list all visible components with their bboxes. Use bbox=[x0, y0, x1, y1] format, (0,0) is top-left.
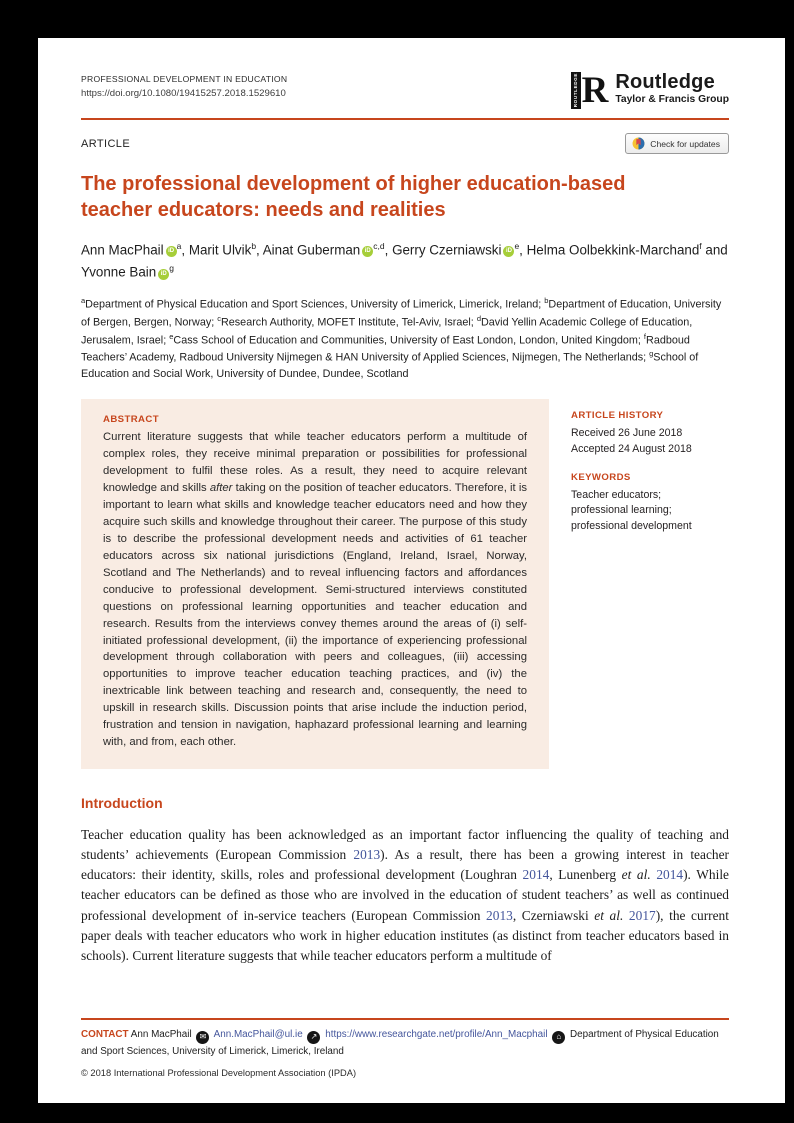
author: Ainat Guberman bbox=[262, 242, 361, 258]
author-list: Ann MacPhail $iD^a$, Marit Ulvik$^b$, Ainat Guberman iD$^{c,d}$, Gerry Czerniawski $iD^e$, Helma Oolbekkink-Marchand$^f$ and Yvonne Bain $iD^g$ bbox=[81, 240, 728, 280]
article-meta-sidebar bbox=[571, 399, 729, 769]
keywords-label: KEYWORDS bbox=[571, 471, 631, 483]
contact-label: CONTACT bbox=[81, 1029, 129, 1040]
check-for-updates-label: Check for updates bbox=[650, 138, 720, 149]
building-icon: ⌂ bbox=[552, 1031, 565, 1044]
copyright-line: © 2018 International Professional Development Association (IPDA) bbox=[81, 1068, 357, 1079]
check-for-updates-button[interactable] bbox=[625, 133, 729, 154]
orcid-icon[interactable]: iD bbox=[503, 246, 514, 257]
footer-divider bbox=[81, 1018, 729, 1020]
doi-link[interactable]: https://doi.org/10.1080/19415257.2018.1529610 bbox=[81, 88, 286, 99]
contact-name: Ann MacPhail bbox=[130, 1029, 192, 1040]
article-type-label: ARTICLE bbox=[81, 137, 131, 150]
abstract-label: ABSTRACT bbox=[103, 414, 159, 426]
article-title: The professional development of higher education-based teacher educators: needs and realities bbox=[81, 173, 626, 222]
abstract-box bbox=[81, 399, 549, 769]
publisher-logo bbox=[571, 72, 729, 109]
introduction-text: Teacher education quality has been acknowledged as an important factor influencing the quality of teaching and students’ achievements (European Commission 2013). As a result, there has been a growing interest in teacher educators: their identity, skills, roles and professional development (Loughran 2014, Lunenberg et al. 2014). While teacher educators can be defined as those who are involved in the education of student teachers’ as well as continued professional development of in-service teachers (European Commission 2013, Czerniawski et al. 2017), the current paper deals with teacher educators who work in higher education institutes (as distinct from teacher educators based in schools). Current literature suggests that while teacher educators perform a multitude of bbox=[81, 827, 729, 963]
journal-info bbox=[81, 74, 287, 99]
email-icon: ✉ bbox=[196, 1031, 209, 1044]
abstract-text: Current literature suggests that while teacher educators perform a multitude of complex roles, they receive minimal preparation or possibilities for professional development to fulfil these roles. As a result, they need to acquire relevant knowledge and skills after taking on the position of teacher educators. Therefore, it is important to learn what skills and knowledge teacher educators need and how they acquire such skills and knowledge throughout their career. The purpose of this study is to describe the professional development needs and activities of 61 teacher educators across six national jurisdictions (England, Ireland, Israel, Norway, Scotland and The Netherlands) and to reveal influencing factors and affordances conducive to professional development. Semi-structured interviews constituted questions on professional learning opportunities and teacher education and research. Results from the interviews convey themes around the areas of (i) self-initiated professional development, (ii) the importance of experiencing professional development through collaboration with peers and colleagues, (iii) accessing opportunities to improve teacher education teaching practices, and (iv) the inextricable link between teaching and research and, consequently, the need to upskill in research skills. Discussion points that arise include the induction period, frustration and tension in navigation, haphazard professional learning and learning with, and from, each other. bbox=[103, 431, 527, 749]
routledge-mark-icon: ROUTLEDGE R bbox=[571, 72, 609, 109]
author: Helma Oolbekkink-Marchand bbox=[526, 242, 700, 258]
journal-name: PROFESSIONAL DEVELOPMENT IN EDUCATION bbox=[81, 74, 288, 84]
contact-email-link[interactable]: Ann.MacPhail@ul.ie bbox=[213, 1029, 303, 1040]
contact-url-link[interactable]: https://www.researchgate.net/profile/Ann_Macphail bbox=[325, 1029, 548, 1040]
link-icon: ↗ bbox=[307, 1031, 320, 1044]
orcid-icon[interactable]: iD bbox=[362, 246, 373, 257]
article-history-lines: Received 26 June 2018 Accepted 24 August 2018 bbox=[571, 427, 692, 455]
author: Marit Ulvik bbox=[188, 242, 252, 258]
contact-address: Department of Physical Education and Sport Sciences, University of Limerick, Limerick, Ireland bbox=[81, 1029, 719, 1057]
author: Ann MacPhail bbox=[81, 242, 164, 258]
author: Gerry Czerniawski bbox=[392, 242, 502, 258]
contact-line bbox=[81, 1027, 729, 1059]
keyword-lines: Teacher educators; professional learning; professional development bbox=[571, 488, 692, 532]
author: Yvonne Bain bbox=[81, 264, 157, 280]
orcid-icon[interactable]: iD bbox=[166, 246, 177, 257]
affiliations: $^a$Department of Physical Education and Sport Sciences, University of Limerick, Limerick, Ireland; $^b$Department of Education, University of Bergen, Bergen, Norway; $^c$Research Authority, MOFET Institute, Tel-Aviv, Israel; $^d$David Yellin Academic College of Education, Jerusalem, Israel; $^e$Cass School of Education and Communities, University of East London, London, United Kingdom; $^f$Radboud Teachers’ Academy, Radboud University Nijmegen & HAN University of Applied Sciences, Nijmegen, The Netherlands; $^g$School of Education and Social Work, University of Dundee, Dundee, Scotland bbox=[81, 295, 722, 381]
publisher-name: Routledge bbox=[615, 71, 715, 93]
article-history-label: ARTICLE HISTORY bbox=[571, 410, 664, 422]
crossmark-icon bbox=[632, 137, 645, 150]
page-sheet bbox=[38, 38, 785, 1103]
orcid-icon[interactable]: iD bbox=[158, 269, 169, 280]
introduction-heading: Introduction bbox=[81, 795, 163, 812]
header-divider bbox=[81, 118, 729, 120]
article-history bbox=[571, 409, 729, 457]
page-header bbox=[81, 70, 729, 111]
page-footer bbox=[81, 1018, 729, 1078]
publisher-group: Taylor & Francis Group bbox=[615, 94, 729, 105]
keywords bbox=[571, 471, 729, 534]
